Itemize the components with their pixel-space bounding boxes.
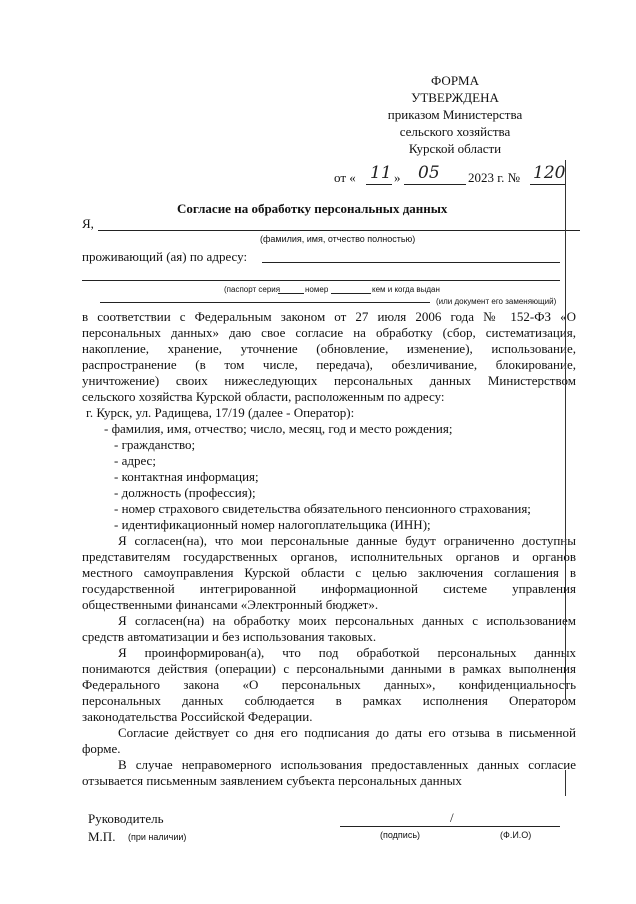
doc-caption: (или документ его заменяющий) <box>436 297 557 306</box>
approval-form-label: ФОРМА <box>431 73 479 88</box>
fio-field-line <box>98 230 580 231</box>
passport-issued-label: кем и когда выдан <box>372 285 440 294</box>
p1-line3: накопление, хранение, уточнение (обновление, изменение), использование, <box>82 341 576 356</box>
date-prefix: от « <box>334 170 356 185</box>
list-item: - должность (профессия); <box>114 485 256 500</box>
passport-series-line <box>278 293 304 294</box>
document-title: Согласие на обработку персональных данных <box>177 201 448 216</box>
p1-line2: персональных данных» даю свое согласие на обработку (сбор, систематизация, <box>82 325 576 340</box>
p1-line7: г. Курск, ул. Радищева, 17/19 (далее - Оператор): <box>86 405 355 420</box>
p4-line2: понимаются действия (операции) с персональными данными в рамках выполнения <box>82 661 576 676</box>
p2-line4: государственной интегрированной информационной системе управления <box>82 581 576 596</box>
p1-line5: уничтожение) своих нижеследующих персональных данных Министерством <box>82 373 576 388</box>
p4-line1: Я проинформирован(а), что под обработкой персональных данных <box>118 645 576 660</box>
p3-line2: средств автоматизации и без использования таковых. <box>82 629 377 644</box>
ya-label: Я, <box>82 216 94 231</box>
signature-slash: / <box>450 810 454 825</box>
list-item: - идентификационный номер налогоплательщика (ИНН); <box>114 517 431 532</box>
date-day-underline <box>366 184 392 185</box>
address-field-line-2 <box>82 280 560 281</box>
list-item: - фамилия, имя, отчество; число, месяц, год и место рождения; <box>104 421 453 436</box>
p6-line2: отзывается письменным заявлением субъекта персональных данных <box>82 773 462 788</box>
approval-ministry-line: сельского хозяйства <box>399 124 511 139</box>
p3-line1: Я согласен(на) на обработку моих персональных данных с использованием <box>118 613 576 628</box>
list-item: - контактная информация; <box>114 469 259 484</box>
address-field-line <box>262 262 560 263</box>
mp-label: М.П. <box>88 829 116 844</box>
approval-approved-label: УТВЕРЖДЕНА <box>411 90 499 105</box>
approval-order-line: приказом Министерства <box>387 107 523 122</box>
passport-series-label: (паспорт серия <box>224 285 281 294</box>
order-number-handwritten: 120 <box>533 163 566 183</box>
p1-line6: сельского хозяйства Курской области, расположенным по адресу: <box>82 389 445 404</box>
head-label: Руководитель <box>88 811 164 826</box>
order-year-number-label: 2023 г. № <box>468 170 521 185</box>
p4-line3: Федерального закона «О персональных данных», конфиденциальность <box>82 677 576 692</box>
p2-line1: Я согласен(на), что мои персональные данные будут ограниченно доступны <box>118 533 576 548</box>
address-label: проживающий (ая) по адресу: <box>82 249 248 264</box>
fio-caption-sign: (Ф.И.О) <box>500 830 532 840</box>
p2-line2: представителям государственных органов, исполнительных органов и органов <box>82 549 576 564</box>
date-month-underline <box>404 184 466 185</box>
date-month-handwritten: 05 <box>418 163 440 183</box>
date-day-handwritten: 11 <box>370 163 392 183</box>
p2-line5: общественными финансами «Электронный бюджет». <box>82 597 379 612</box>
scan-margin-line-lower <box>565 770 566 796</box>
fio-caption: (фамилия, имя, отчество полностью) <box>260 234 416 244</box>
p5-line2: форме. <box>82 741 121 756</box>
order-number-underline <box>530 184 566 185</box>
passport-field-line <box>100 302 430 303</box>
mp-note: (при наличии) <box>128 832 187 842</box>
scan-margin-line <box>565 160 566 700</box>
approval-region-line: Курской области <box>408 141 502 156</box>
p2-line3: местного самоуправления Курской области с целью заключения соглашения в <box>82 565 576 580</box>
p5-line1: Согласие действует со дня его подписания до даты его отзыва в письменной <box>118 725 576 740</box>
passport-number-line <box>331 293 371 294</box>
list-item: - адрес; <box>114 453 156 468</box>
list-item: - гражданство; <box>114 437 196 452</box>
p1-line4: распространение (в том числе, передача), обезличивание, блокирование, <box>82 357 576 372</box>
p4-line4: персональных данных соблюдается в рамках исполнения Оператором <box>82 693 576 708</box>
signature-line <box>340 826 560 827</box>
date-mid: » <box>394 170 401 185</box>
list-item: - номер страхового свидетельства обязательного пенсионного страхования; <box>114 501 531 516</box>
sign-caption: (подпись) <box>380 830 421 840</box>
passport-number-label: номер <box>305 285 329 294</box>
p1-line1: в соответствии с Федеральным законом от 27 июля 2006 года № 152-ФЗ «О <box>82 309 576 324</box>
p6-line1: В случае неправомерного использования предоставленных данных согласие <box>118 757 576 772</box>
p4-line5: законодательства Российской Федерации. <box>82 709 313 724</box>
